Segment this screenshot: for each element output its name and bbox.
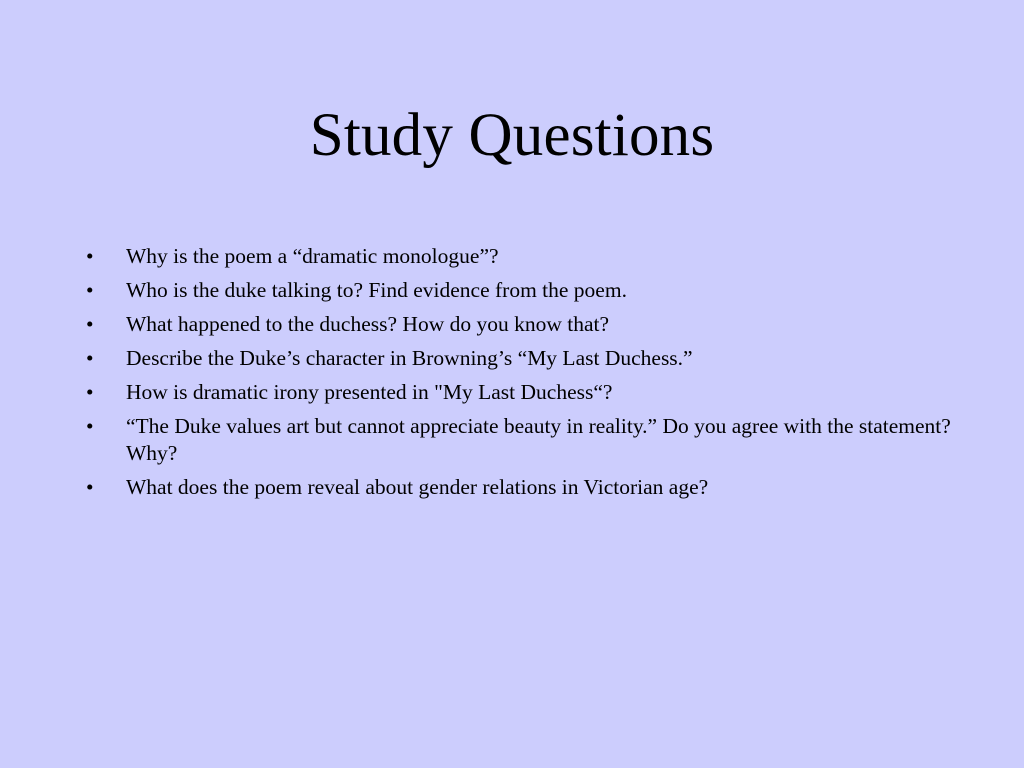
bullet-icon: • bbox=[86, 475, 94, 499]
slide-title: Study Questions bbox=[309, 102, 715, 169]
bullet-icon: • bbox=[86, 380, 94, 404]
bullet-icon: • bbox=[86, 346, 94, 370]
bullet-icon: • bbox=[86, 312, 94, 336]
question-item bbox=[86, 413, 966, 467]
bullet-icon: • bbox=[86, 278, 94, 302]
bullet-icon: • bbox=[86, 414, 94, 438]
question-text: Describe the Duke’s character in Browning’s “My Last Duchess.” bbox=[126, 346, 693, 370]
question-list bbox=[86, 243, 966, 508]
question-item bbox=[86, 311, 966, 338]
question-item bbox=[86, 345, 966, 372]
question-item bbox=[86, 243, 966, 270]
question-item bbox=[86, 277, 966, 304]
question-text: What does the poem reveal about gender relations in Victorian age? bbox=[126, 475, 709, 499]
question-text: How is dramatic irony presented in "My Last Duchess“? bbox=[126, 380, 613, 404]
question-text: What happened to the duchess? How do you know that? bbox=[126, 312, 610, 336]
bullet-icon: • bbox=[86, 244, 94, 268]
question-item bbox=[86, 379, 966, 406]
question-text: “The Duke values art but cannot appreciate beauty in reality.” Do you agree with the statement? Why? bbox=[126, 414, 951, 465]
question-text: Who is the duke talking to? Find evidence from the poem. bbox=[126, 278, 627, 302]
question-item bbox=[86, 474, 966, 501]
question-text: Why is the poem a “dramatic monologue”? bbox=[126, 244, 499, 268]
